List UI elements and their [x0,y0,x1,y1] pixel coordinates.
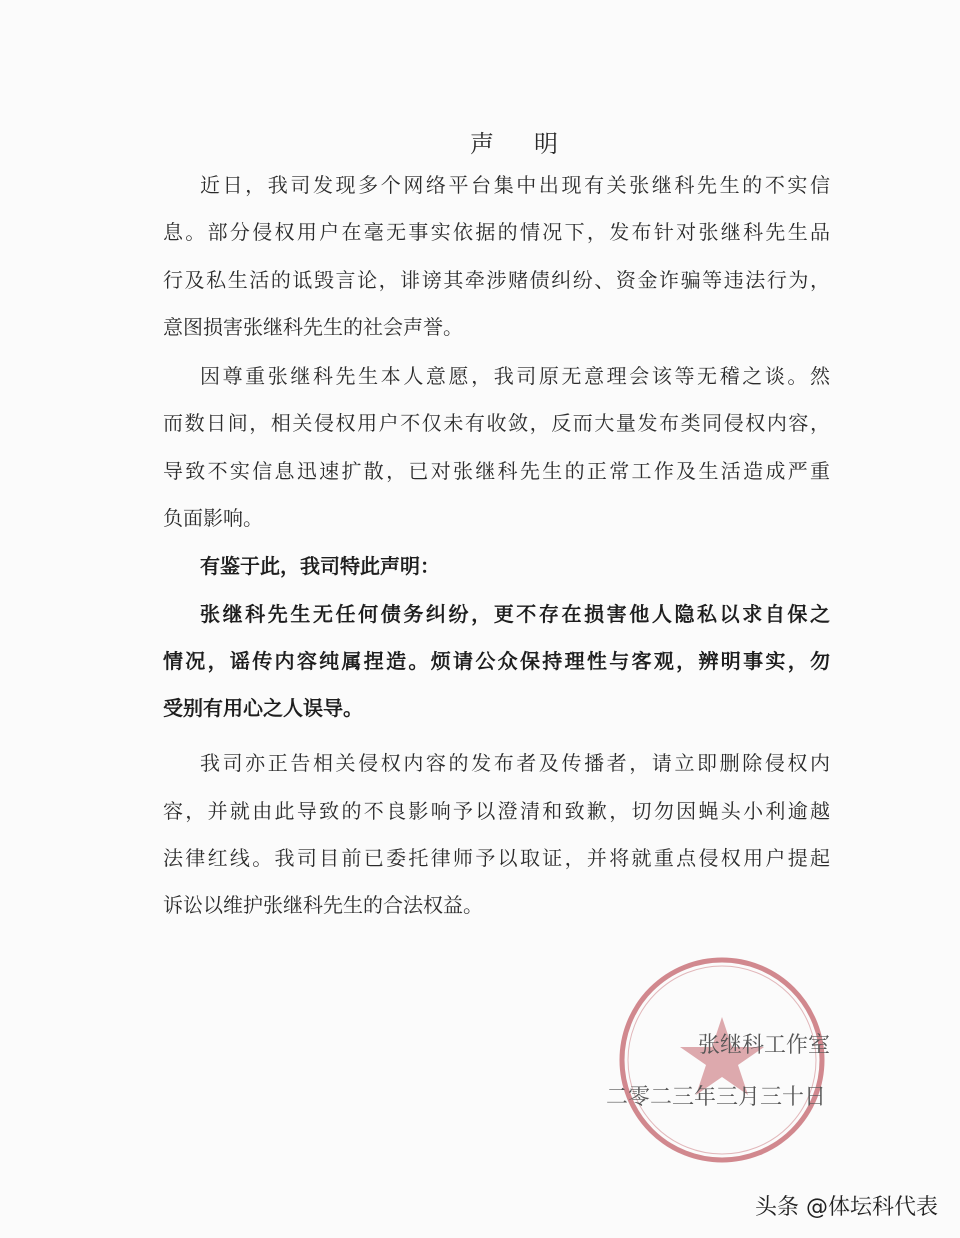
paragraph-line: 负面影响。 [163,506,263,530]
paragraph-line: 情况，谣传内容纯属捏造。烦请公众保持理性与客观，辨明事实，勿 [163,649,830,673]
paragraph-line: 我司亦正告相关侵权内容的发布者及传播者，请立即删除侵权内 [200,751,830,775]
document-title: 声明 [470,130,598,158]
company-seal [612,955,832,1165]
signature: 张继科工作室 [698,1033,831,1058]
paragraph-line: 意图损害张继科先生的社会声誉。 [163,315,463,339]
paragraph-line: 近日，我司发现多个网络平台集中出现有关张继科先生的不实信 [200,173,830,197]
paragraph-line: 息。部分侵权用户在毫无事实依据的情况下，发布针对张继科先生品 [163,220,830,244]
paragraph-line: 行及私生活的诋毁言论，诽谤其牵涉赌债纠纷、资金诈骗等违法行为， [163,268,830,292]
paragraph-line: 有鉴于此，我司特此声明： [200,554,440,578]
paragraph-line: 受别有用心之人误导。 [163,696,363,720]
watermark-footer: 头条 @体坛科代表 [755,1195,938,1220]
paragraph-line: 法律红线。我司目前已委托律师予以取证，并将就重点侵权用户提起 [163,846,830,870]
date: 二零二三年三月三十日 [606,1085,827,1110]
paragraph-line: 诉讼以维护张继科先生的合法权益。 [163,893,483,917]
paragraph-line: 而数日间，相关侵权用户不仅未有收敛，反而大量发布类同侵权内容， [163,411,830,435]
paragraph-line: 张继科先生无任何债务纠纷，更不存在损害他人隐私以求自保之 [200,602,830,626]
paragraph-line: 因尊重张继科先生本人意愿，我司原无意理会该等无稽之谈。然 [200,364,830,388]
paragraph-line: 导致不实信息迅速扩散，已对张继科先生的正常工作及生活造成严重 [163,459,830,483]
paragraph-line: 容，并就由此导致的不良影响予以澄清和致歉，切勿因蝇头小利逾越 [163,799,830,823]
